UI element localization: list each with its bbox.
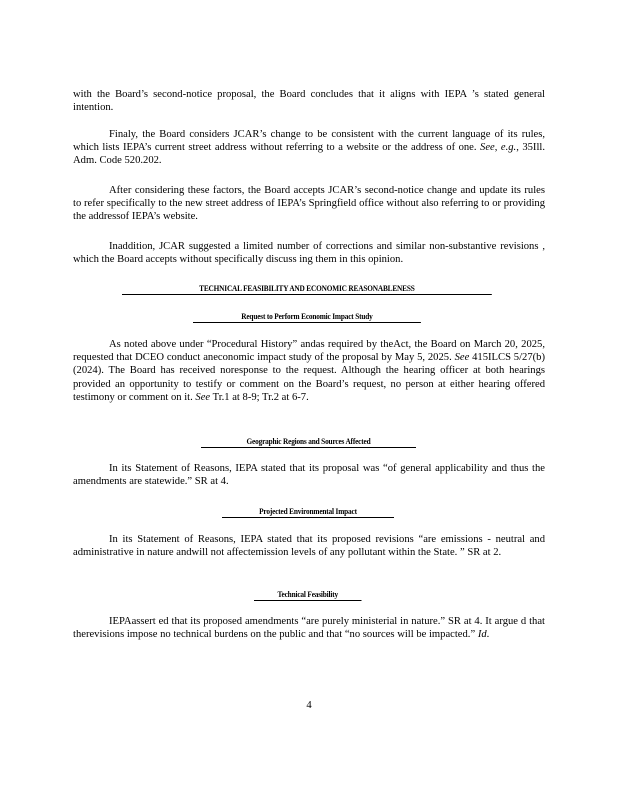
paragraph-board-accepts: After considering these factors, the Board accepts JCAR’s second-notice change and update its rules to refer specifically to the new street address of IEPA’s Springfield office without also referring to or providing the addressof IEPA’s website. <box>73 185 545 223</box>
citation-text: , 35Ill. Adm. Code 520.202. <box>73 142 545 167</box>
paragraph-in-addition: Inaddition, JCAR suggested a limited number of corrections and similar non-substantive revisions , which the Board accepts without specifically discuss ing them in this opinion. <box>73 241 545 266</box>
citation-eg: e.g. <box>500 142 517 154</box>
subheading-environmental-impact: Projected Environmental Impact <box>222 506 394 518</box>
citation-end: . <box>486 629 490 641</box>
paragraph-emissions-neutral: In its Statement of Reasons, IEPA stated that its proposed revisions “are emissions - neutral and administrative in nature andwill not affectemission levels of any pollutant within the State. ” SR at 2. <box>73 534 545 559</box>
citation-text: 415ILCS 5/27(b) (2024). The Board has received noresponse to the request. Although the hearing officer at both hearings provided an opportunity to testify or comment on the Board’s request, no person at either hearing offered testimony or comment on it. <box>73 352 545 403</box>
page-number: 4 <box>306 700 312 711</box>
citation-signal: See <box>454 352 470 364</box>
citation-text: Tr.1 at 8-9; Tr.2 at 6-7. <box>212 391 309 403</box>
citation-signal: See <box>480 142 495 154</box>
paragraph-text: Finaly, the Board considers JCAR’s change to be consistent with the current language of its rules, which lists IEPA’s current street address without referring to a website or the address of one. <box>73 129 545 154</box>
citation-id: Id <box>477 629 487 641</box>
subheading-economic-impact-study: Request to Perform Economic Impact Study <box>193 311 421 323</box>
paragraph-text: IEPAassert ed that its proposed amendments “are purely ministerial in nature.” SR at 4. It argue d that therevisions impose no technical burdens on the public and that “no sources will be impacted.” <box>73 616 545 641</box>
paragraph-board-concludes: with the Board’s second-notice proposal, the Board concludes that it aligns with IEPA ’s stated general intention. <box>73 89 545 114</box>
paragraph-jcar-consistent: Finaly, the Board considers JCAR’s change to be consistent with the current language of its rules, which lists IEPA’s current street address without referring to a website or the address of one. See, e.g., 35Ill. Adm. Code 520.202. <box>73 129 545 167</box>
citation-signal: See <box>195 391 211 403</box>
paragraph-procedural-history <box>73 338 545 404</box>
paragraph-ministerial <box>73 615 545 641</box>
subheading-technical-feasibility: Technical Feasibility <box>254 589 362 601</box>
subheading-geographic-regions: Geographic Regions and Sources Affected <box>201 436 416 448</box>
paragraph-statewide: In its Statement of Reasons, IEPA stated that its proposal was “of general applicability and thus the amendments are statewide.” SR at 4. <box>73 463 545 488</box>
section-heading: TECHNICAL FEASIBILITY AND ECONOMIC REASONABLENESS <box>122 283 492 295</box>
paragraph-text: As noted above under “Procedural History” andas required by theAct, the Board on March 20, 2025, requested that DCEO conduct aneconomic impact study of the proposal by May 5, 2025. <box>73 339 545 364</box>
